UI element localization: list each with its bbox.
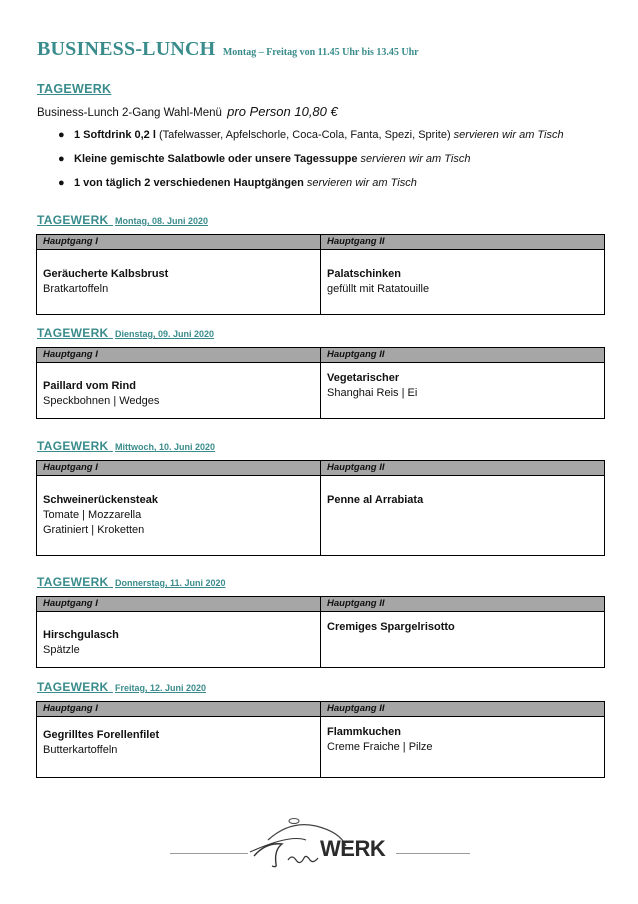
menu-table-thursday <box>36 596 605 668</box>
column-header: Hauptgang II <box>327 462 385 473</box>
day-heading-monday <box>37 211 208 229</box>
list-item <box>58 152 564 176</box>
dish-name: Palatschinken <box>327 268 401 280</box>
dish-name: Cremiges Spargelrisotto <box>327 621 455 633</box>
day-heading-date: Dienstag, 09. Juni 2020 <box>114 329 215 339</box>
offer-text: Business-Lunch 2-Gang Wahl-Menü <box>37 107 222 119</box>
dish-side: Bratkartoffeln <box>43 283 109 295</box>
list-item <box>58 176 564 200</box>
dish-side: gefüllt mit Ratatouille <box>327 283 430 295</box>
page-subtitle: Montag – Freitag von 11.45 Uhr bis 13.45 Uhr <box>222 47 419 58</box>
day-heading-tuesday <box>37 324 214 342</box>
main-course-2-cell <box>321 612 604 667</box>
main-course-1-cell <box>37 476 321 555</box>
column-header: Hauptgang II <box>327 703 385 714</box>
menu-table-wednesday <box>36 460 605 556</box>
list-item <box>58 128 564 152</box>
dish-side: Tomate | Mozzarella <box>43 509 142 521</box>
main-course-2-cell <box>321 250 604 314</box>
menu-table-tuesday <box>36 347 605 419</box>
dish-name: Flammkuchen <box>327 726 401 738</box>
day-heading-date: Donnerstag, 11. Juni 2020 <box>114 578 226 588</box>
bullet-plain: (Tafelwasser, Apfelschorle, Coca-Cola, Fanta, Spezi, Sprite) <box>155 129 454 141</box>
dish-side: Speckbohnen | Wedges <box>43 395 160 407</box>
day-heading-wednesday <box>37 437 215 455</box>
bullet-italic: servieren wir am Tisch <box>453 129 564 141</box>
offer-price: pro Person 10,80 € <box>227 104 338 119</box>
column-header: Hauptgang II <box>327 349 385 360</box>
dish-side: Creme Fraiche | Pilze <box>327 741 433 753</box>
day-heading-date: Montag, 08. Juni 2020 <box>114 216 208 226</box>
title-row <box>37 38 419 61</box>
bullet-bold: Kleine gemischte Salatbowle oder unsere Tagessuppe <box>74 153 358 165</box>
day-heading-friday <box>37 678 206 696</box>
included-items-list <box>58 128 564 200</box>
dish-side: Butterkartoffeln <box>43 744 118 756</box>
intro-heading <box>37 80 111 98</box>
main-course-1-cell <box>37 250 321 314</box>
main-course-1-cell <box>37 363 321 418</box>
day-heading-word: TAGEWERK <box>37 575 109 589</box>
menu-table-monday <box>36 234 605 315</box>
dish-name: Hirschgulasch <box>43 629 119 641</box>
dish-side: Spätzle <box>43 644 80 656</box>
dish-name: Penne al Arrabiata <box>327 494 424 506</box>
bullet-italic: servieren wir am Tisch <box>306 177 417 189</box>
dish-side: Gratiniert | Kroketten <box>43 524 145 536</box>
main-course-2-cell <box>321 717 604 777</box>
dish-name: Gegrilltes Forellenfilet <box>43 729 160 741</box>
day-heading-thursday <box>37 573 226 591</box>
bullet-bold: 1 Softdrink 0,2 l <box>74 129 156 141</box>
main-course-1-cell <box>37 717 321 777</box>
column-header: Hauptgang II <box>327 598 385 609</box>
footer-logo <box>170 812 470 872</box>
dish-name: Vegetarischer <box>327 372 400 384</box>
bullet-icon: ● <box>58 153 65 165</box>
bullet-icon: ● <box>58 177 65 189</box>
column-header: Hauptgang I <box>37 235 321 249</box>
column-header: Hauptgang I <box>37 461 321 475</box>
bullet-italic: servieren wir am Tisch <box>360 153 471 165</box>
menu-table-friday <box>36 701 605 778</box>
dish-name: Paillard vom Rind <box>43 380 136 392</box>
offer-line <box>37 104 338 119</box>
main-course-2-cell <box>321 476 604 555</box>
column-header: Hauptgang I <box>37 597 321 611</box>
day-heading-date: Freitag, 12. Juni 2020 <box>114 683 207 693</box>
column-header: Hauptgang I <box>37 348 321 362</box>
dish-side: Shanghai Reis | Ei <box>327 387 418 399</box>
column-header: Hauptgang I <box>37 702 321 716</box>
day-heading-word: TAGEWERK <box>37 439 109 453</box>
day-heading-word: TAGEWERK <box>37 326 109 340</box>
column-header: Hauptgang II <box>327 236 385 247</box>
logo-brand-text: WERK <box>320 836 386 861</box>
dish-name: Geräucherte Kalbsbrust <box>43 268 169 280</box>
day-heading-date: Mittwoch, 10. Juni 2020 <box>114 442 215 452</box>
bullet-bold: 1 von täglich 2 verschiedenen Hauptgängen <box>74 177 304 189</box>
bullet-icon: ● <box>58 129 65 141</box>
page-title: BUSINESS-LUNCH <box>37 38 216 60</box>
main-course-2-cell <box>321 363 604 418</box>
dish-name: Schweinerückensteak <box>43 494 158 506</box>
day-heading-word: TAGEWERK <box>37 680 109 694</box>
day-heading-word: TAGEWERK <box>37 213 109 227</box>
intro-heading-text: TAGEWERK <box>37 82 112 96</box>
main-course-1-cell <box>37 612 321 667</box>
